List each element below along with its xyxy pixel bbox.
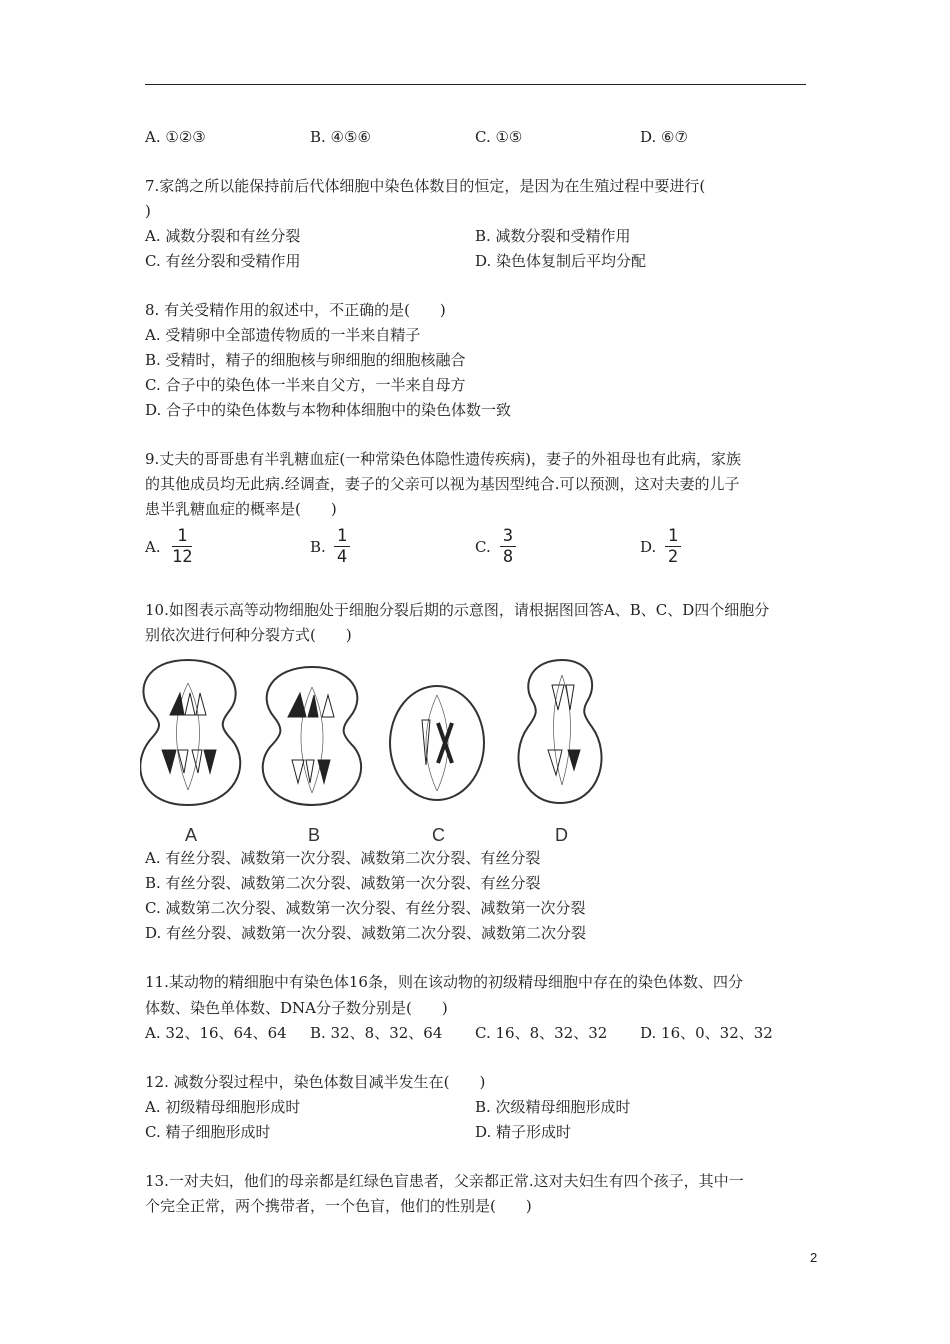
fraction-numerator: 1 bbox=[336, 526, 348, 546]
q11-stem-line2: 体数、染色单体数、DNA分子数分别是( ) bbox=[145, 999, 448, 1017]
q9-stem-line1: 9.丈夫的哥哥患有半乳糖血症(一种常染色体隐性遗传疾病)，妻子的外祖母也有此病，家族 bbox=[145, 450, 742, 468]
q6-option-c: C. ①⑤ bbox=[475, 128, 523, 146]
q11-stem-line1: 11.某动物的精细胞中有染色体16条，则在该动物的初级精母细胞中存在的染色体数、四分 bbox=[145, 973, 743, 991]
q13-stem-line1: 13.一对夫妇，他们的母亲都是红绿色盲患者，父亲都正常.这对夫妇生有四个孩子，其中一 bbox=[145, 1172, 744, 1190]
fraction-denominator: 8 bbox=[502, 547, 514, 567]
q8-option-c: C. 合子中的染色体一半来自父方，一半来自母方 bbox=[145, 376, 466, 394]
q10-stem-line2: 别依次进行何种分裂方式( ) bbox=[145, 626, 352, 644]
q10-option-b: B. 有丝分裂、减数第二次分裂、减数第一次分裂、有丝分裂 bbox=[145, 874, 541, 892]
q11-option-c: C. 16、8、32、32 bbox=[475, 1024, 608, 1042]
fraction-denominator: 2 bbox=[667, 547, 679, 567]
figure-label-a: A bbox=[185, 825, 198, 845]
cell-division-figure bbox=[140, 655, 610, 825]
q8-stem: 8. 有关受精作用的叙述中，不正确的是( ) bbox=[145, 301, 446, 319]
q11-option-b: B. 32、8、32、64 bbox=[310, 1024, 443, 1042]
figure-label-d: D bbox=[555, 825, 568, 845]
q11-option-d: D. 16、0、32、32 bbox=[640, 1024, 773, 1042]
q13-stem-line2: 个完全正常，两个携带者，一个色盲，他们的性别是( ) bbox=[145, 1197, 532, 1215]
q9-option-a-label: A. bbox=[145, 538, 161, 556]
q6-option-d: D. ⑥⑦ bbox=[640, 128, 688, 146]
q11-option-a: A. 32、16、64、64 bbox=[145, 1024, 287, 1042]
q8-option-a: A. 受精卵中全部遗传物质的一半来自精子 bbox=[145, 326, 421, 344]
q9-stem-line2: 的其他成员均无此病.经调查，妻子的父亲可以视为基因型纯合.可以预测，这对夫妻的儿子 bbox=[145, 475, 740, 493]
fraction-numerator: 1 bbox=[177, 526, 188, 546]
q12-option-a: A. 初级精母细胞形成时 bbox=[145, 1098, 301, 1116]
q9-option-c-fraction bbox=[500, 527, 516, 566]
q9-stem-line3: 患半乳糖血症的概率是( ) bbox=[145, 500, 337, 518]
fraction-numerator: 1 bbox=[667, 526, 679, 546]
q12-option-c: C. 精子细胞形成时 bbox=[145, 1123, 271, 1141]
q7-stem-line2: ) bbox=[145, 202, 151, 220]
q9-option-a-fraction bbox=[172, 527, 192, 566]
q6-option-a: A. ①②③ bbox=[145, 128, 206, 146]
q9-option-c-label: C. bbox=[475, 538, 491, 556]
q7-option-d: D. 染色体复制后平均分配 bbox=[475, 252, 647, 270]
q12-stem: 12. 减数分裂过程中，染色体数目减半发生在( ) bbox=[145, 1073, 486, 1091]
q12-option-d: D. 精子形成时 bbox=[475, 1123, 572, 1141]
q10-option-a: A. 有丝分裂、减数第一次分裂、减数第二次分裂、有丝分裂 bbox=[145, 849, 541, 867]
q9-option-d-label: D. bbox=[640, 538, 657, 556]
page-number: 2 bbox=[810, 1250, 818, 1265]
fraction-numerator: 3 bbox=[502, 526, 514, 546]
q9-option-b-label: B. bbox=[310, 538, 326, 556]
q10-stem-line1: 10.如图表示高等动物细胞处于细胞分裂后期的示意图，请根据图回答A、B、C、D四个细胞分 bbox=[145, 601, 770, 619]
q9-option-b-fraction bbox=[334, 527, 350, 566]
figure-label-c: C bbox=[432, 825, 445, 845]
q7-option-a: A. 减数分裂和有丝分裂 bbox=[145, 227, 301, 245]
q7-option-c: C. 有丝分裂和受精作用 bbox=[145, 252, 301, 270]
q12-option-b: B. 次级精母细胞形成时 bbox=[475, 1098, 631, 1116]
q6-option-b: B. ④⑤⑥ bbox=[310, 128, 371, 146]
q8-option-b: B. 受精时，精子的细胞核与卵细胞的细胞核融合 bbox=[145, 351, 466, 369]
q10-option-c: C. 减数第二次分裂、减数第一次分裂、有丝分裂、减数第一次分裂 bbox=[145, 899, 586, 917]
figure-label-b: B bbox=[308, 825, 321, 845]
fraction-denominator: 4 bbox=[336, 547, 348, 567]
cell-c-membrane bbox=[390, 686, 484, 800]
q8-option-d: D. 合子中的染色体数与本物种体细胞中的染色体数一致 bbox=[145, 401, 512, 419]
q7-stem-line1: 7.家鸽之所以能保持前后代体细胞中染色体数目的恒定，是因为在生殖过程中要进行( bbox=[145, 177, 706, 195]
q7-option-b: B. 减数分裂和受精作用 bbox=[475, 227, 631, 245]
q9-option-d-fraction bbox=[665, 527, 681, 566]
q10-option-d: D. 有丝分裂、减数第一次分裂、减数第二次分裂、减数第二次分裂 bbox=[145, 924, 587, 942]
header-rule bbox=[145, 84, 806, 85]
fraction-denominator: 12 bbox=[172, 547, 193, 567]
